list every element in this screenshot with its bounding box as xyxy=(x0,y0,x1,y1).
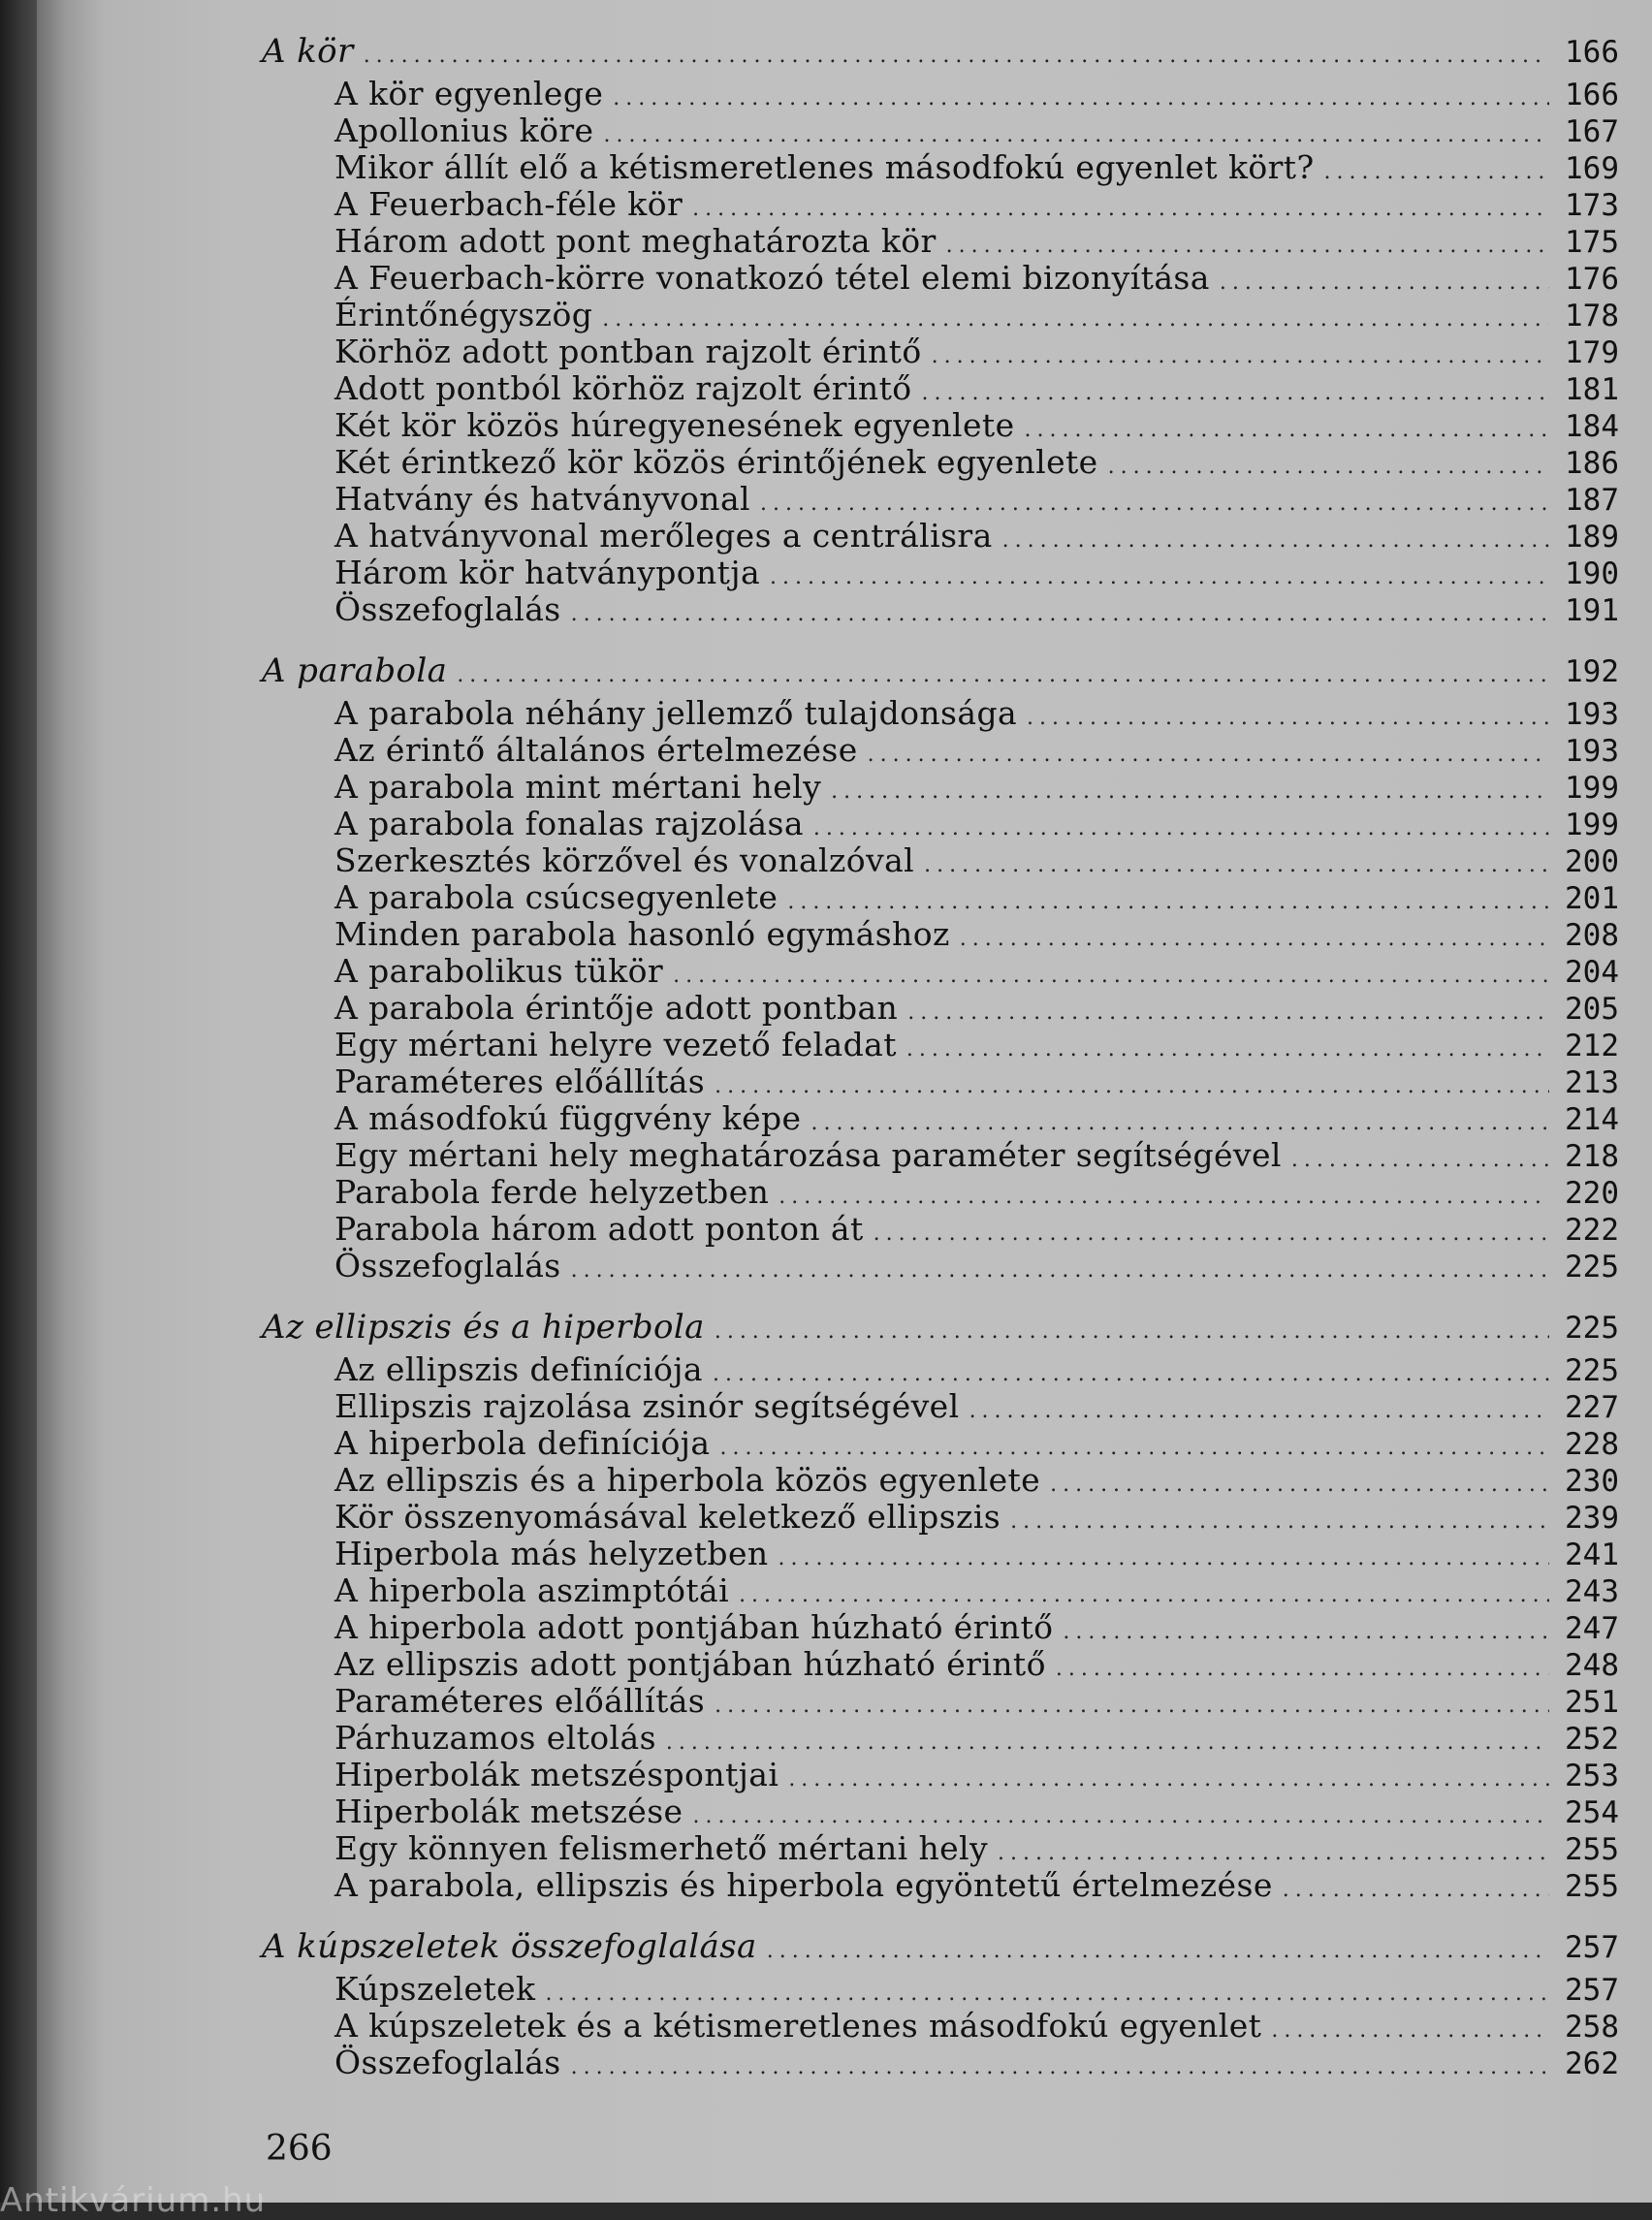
entry-title: Apollonius köre xyxy=(334,111,594,149)
page-number: 266 xyxy=(266,2129,333,2169)
toc-entry xyxy=(262,769,1619,806)
entry-title: A parabola fonalas rajzolása xyxy=(334,805,804,842)
leader-dots xyxy=(770,559,1549,596)
entry-title: A parabolikus tükör xyxy=(334,952,664,990)
entry-page-number: 179 xyxy=(1565,335,1619,370)
leader-dots xyxy=(907,995,1549,1031)
entry-title: A hatványvonal merőleges a centrálisra xyxy=(334,517,993,555)
entry-page-number: 193 xyxy=(1565,697,1619,732)
entry-page-number: 186 xyxy=(1565,446,1619,481)
entry-title: Hatvány és hatványvonal xyxy=(334,480,750,518)
toc-entry xyxy=(262,732,1619,769)
toc-section-heading xyxy=(262,1922,1619,1971)
leader-dots xyxy=(960,921,1549,958)
entry-page-number: 255 xyxy=(1565,1832,1619,1867)
toc-entry xyxy=(262,1646,1619,1683)
entry-title: Hiperbolák metszése xyxy=(334,1792,683,1830)
toc-entry xyxy=(262,1793,1619,1830)
toc-entry xyxy=(262,990,1619,1027)
entry-page-number: 251 xyxy=(1565,1685,1619,1720)
entry-title: Hiperbolák metszéspontjai xyxy=(334,1756,779,1793)
toc-entry xyxy=(262,112,1619,149)
leader-dots xyxy=(1108,449,1549,486)
entry-title: A parabola néhány jellemző tulajdonsága xyxy=(334,694,1018,732)
leader-dots xyxy=(1002,523,1549,559)
entry-title: Kúpszeletek xyxy=(334,1970,536,2008)
leader-dots xyxy=(457,651,1549,700)
entry-title: Három kör hatványpontja xyxy=(334,554,761,591)
entry-page-number: 204 xyxy=(1565,955,1619,990)
entry-page-number: 248 xyxy=(1565,1648,1619,1683)
toc-section xyxy=(262,1303,1619,1904)
entry-title: A hiperbola aszimptótái xyxy=(334,1571,730,1609)
entry-page-number: 225 xyxy=(1565,1353,1619,1388)
leader-dots xyxy=(1056,1651,1549,1688)
leader-dots xyxy=(906,1031,1549,1068)
entry-page-number: 258 xyxy=(1565,2010,1619,2045)
toc-entry xyxy=(262,1248,1619,1284)
entry-title: Parabola három adott ponton át xyxy=(334,1210,864,1248)
toc-entry xyxy=(262,1572,1619,1609)
toc-entry xyxy=(262,1351,1619,1388)
entry-title: Adott pontból körhöz rajzolt érintő xyxy=(334,369,912,407)
entry-page-number: 212 xyxy=(1565,1029,1619,1063)
entry-title: Az érintő általános értelmezése xyxy=(334,731,858,769)
leader-dots xyxy=(1063,1614,1549,1651)
toc-entry xyxy=(262,1683,1619,1720)
entry-page-number: 176 xyxy=(1565,262,1619,297)
entry-page-number: 239 xyxy=(1565,1501,1619,1536)
leader-dots xyxy=(868,737,1549,774)
toc-entry xyxy=(262,953,1619,990)
toc-entry xyxy=(262,1757,1619,1793)
leader-dots xyxy=(571,2049,1549,2086)
entry-title: Két kör közös húregyenesének egyenlete xyxy=(334,406,1015,444)
entry-title: Ellipszis rajzolása zsinór segítségével xyxy=(334,1387,960,1425)
toc-entry xyxy=(262,1137,1619,1174)
entry-title: Az ellipszis adott pontjában húzható érintő xyxy=(334,1645,1046,1683)
entry-page-number: 220 xyxy=(1565,1176,1619,1211)
toc-entry xyxy=(262,1388,1619,1425)
entry-title: Paraméteres előállítás xyxy=(334,1682,706,1720)
entry-page-number: 167 xyxy=(1565,114,1619,149)
toc-entry xyxy=(262,1609,1619,1646)
entry-title: A hiperbola adott pontjában húzható érintő xyxy=(334,1608,1054,1646)
entry-page-number: 205 xyxy=(1565,992,1619,1027)
toc-entry xyxy=(262,1100,1619,1137)
toc-entry xyxy=(262,223,1619,260)
entry-title: Minden parabola hasonló egymáshoz xyxy=(334,915,950,953)
toc-section-heading xyxy=(262,1303,1619,1351)
toc-entry xyxy=(262,1425,1619,1462)
entry-title: Egy könnyen felismerhető mértani hely xyxy=(334,1829,989,1867)
entry-page-number: 262 xyxy=(1565,2046,1619,2081)
entry-title: A kör egyenlege xyxy=(334,75,604,112)
toc-entry xyxy=(262,260,1619,297)
leader-dots xyxy=(1271,2013,1549,2049)
entry-page-number: 230 xyxy=(1565,1464,1619,1499)
entry-title: Három adott pont meghatározta kör xyxy=(334,222,937,260)
entry-title: Érintőnégyszög xyxy=(334,296,593,333)
toc-entry xyxy=(262,481,1619,518)
entry-page-number: 199 xyxy=(1565,771,1619,806)
toc-entry xyxy=(262,2008,1619,2045)
entry-title: Hiperbola más helyzetben xyxy=(334,1535,769,1572)
entry-title: Egy mértani helyre vezető feladat xyxy=(334,1026,897,1063)
toc-entry xyxy=(262,2045,1619,2081)
entry-page-number: 184 xyxy=(1565,409,1619,444)
entry-page-number: 175 xyxy=(1565,225,1619,260)
entry-page-number: 173 xyxy=(1565,188,1619,223)
entry-page-number: 243 xyxy=(1565,1574,1619,1609)
entry-page-number: 241 xyxy=(1565,1538,1619,1572)
entry-page-number: 178 xyxy=(1565,299,1619,333)
entry-page-number: 166 xyxy=(1565,78,1619,112)
entry-title: A Feuerbach-féle kör xyxy=(334,185,683,223)
toc-entry xyxy=(262,1971,1619,2008)
entry-page-number: 227 xyxy=(1565,1390,1619,1425)
entry-page-number: 228 xyxy=(1565,1427,1619,1462)
entry-page-number: 187 xyxy=(1565,483,1619,518)
entry-page-number: 222 xyxy=(1565,1213,1619,1248)
entry-page-number: 214 xyxy=(1565,1102,1619,1137)
entry-page-number: 213 xyxy=(1565,1065,1619,1100)
toc-entry xyxy=(262,76,1619,112)
toc-entry xyxy=(262,370,1619,407)
toc-entry xyxy=(262,1867,1619,1904)
table-of-contents xyxy=(262,27,1619,2100)
toc-entry xyxy=(262,1174,1619,1211)
leader-dots xyxy=(767,1927,1549,1976)
book-page xyxy=(37,0,1652,2203)
entry-title: Parabola ferde helyzetben xyxy=(334,1173,770,1211)
leader-dots xyxy=(571,596,1549,633)
section-title: A kúpszeletek összefoglalása xyxy=(262,1927,757,1966)
entry-title: Egy mértani hely meghatározása paraméter segítségével xyxy=(334,1136,1282,1174)
toc-entry xyxy=(262,1830,1619,1867)
leader-dots xyxy=(1027,700,1549,737)
toc-entry xyxy=(262,1499,1619,1536)
entry-title: Összefoglalás xyxy=(334,2044,561,2081)
leader-dots xyxy=(1220,265,1549,301)
entry-page-number: 200 xyxy=(1565,844,1619,879)
toc-entry xyxy=(262,555,1619,591)
section-title: Az ellipszis és a hiperbola xyxy=(262,1308,705,1347)
toc-entry xyxy=(262,1462,1619,1499)
toc-entry xyxy=(262,1211,1619,1248)
toc-entry xyxy=(262,1027,1619,1063)
toc-section-heading xyxy=(262,647,1619,695)
entry-page-number: 191 xyxy=(1565,593,1619,628)
leader-dots xyxy=(613,80,1549,117)
toc-entry xyxy=(262,879,1619,916)
entry-page-number: 225 xyxy=(1565,1250,1619,1284)
leader-dots xyxy=(874,1216,1549,1253)
section-page-number: 225 xyxy=(1565,1311,1619,1346)
entry-title: A kúpszeletek és a kétismeretlenes másodfokú egyenlet xyxy=(334,2007,1262,2045)
entry-title: A parabola érintője adott pontban xyxy=(334,989,899,1027)
entry-title: A parabola mint mértani hely xyxy=(334,768,822,806)
toc-section xyxy=(262,647,1619,1284)
entry-page-number: 247 xyxy=(1565,1611,1619,1646)
entry-page-number: 252 xyxy=(1565,1722,1619,1757)
entry-page-number: 218 xyxy=(1565,1139,1619,1174)
toc-section xyxy=(262,27,1619,628)
leader-dots xyxy=(924,847,1549,884)
entry-page-number: 169 xyxy=(1565,151,1619,186)
entry-title: A másodfokú függvény képe xyxy=(334,1099,802,1137)
toc-entry xyxy=(262,806,1619,842)
entry-title: A Feuerbach-körre vonatkozó tétel elemi bizonyítása xyxy=(334,259,1210,297)
entry-title: A hiperbola definíciója xyxy=(334,1424,711,1462)
entry-page-number: 201 xyxy=(1565,881,1619,916)
section-title: A kör xyxy=(262,32,354,71)
toc-entry xyxy=(262,1536,1619,1572)
entry-title: Párhuzamos eltolás xyxy=(334,1719,656,1757)
toc-entry xyxy=(262,591,1619,628)
leader-dots xyxy=(1324,154,1549,191)
toc-entry xyxy=(262,297,1619,333)
toc-entry xyxy=(262,444,1619,481)
entry-title: Két érintkező kör közös érintőjének egyenlete xyxy=(334,443,1098,481)
book-spine-shadow xyxy=(0,0,37,2203)
leader-dots xyxy=(1291,1142,1549,1179)
toc-entry xyxy=(262,916,1619,953)
leader-dots xyxy=(364,32,1549,80)
entry-title: Összefoglalás xyxy=(334,1247,561,1284)
toc-entry xyxy=(262,333,1619,370)
entry-title: Az ellipszis és a hiperbola közös egyenlete xyxy=(334,1461,1041,1499)
entry-page-number: 254 xyxy=(1565,1795,1619,1830)
leader-dots xyxy=(932,338,1549,375)
entry-title: A parabola, ellipszis és hiperbola egyöntetű értelmezése xyxy=(334,1866,1273,1904)
section-title: A parabola xyxy=(262,651,448,690)
entry-title: Összefoglalás xyxy=(334,590,561,628)
leader-dots xyxy=(1050,1467,1549,1504)
entry-page-number: 257 xyxy=(1565,1973,1619,2008)
entry-title: Az ellipszis definíciója xyxy=(334,1350,703,1388)
toc-entry xyxy=(262,842,1619,879)
entry-page-number: 181 xyxy=(1565,372,1619,407)
toc-entry xyxy=(262,695,1619,732)
leader-dots xyxy=(969,1393,1549,1430)
entry-title: Paraméteres előállítás xyxy=(334,1062,706,1100)
watermark-text: Antikvárium.hu xyxy=(0,2181,267,2220)
entry-title: Szerkesztés körzővel és vonalzóval xyxy=(334,841,915,879)
entry-page-number: 190 xyxy=(1565,556,1619,591)
leader-dots xyxy=(715,1688,1549,1725)
section-page-number: 166 xyxy=(1565,35,1619,70)
entry-page-number: 253 xyxy=(1565,1759,1619,1793)
entry-page-number: 199 xyxy=(1565,808,1619,842)
toc-entry xyxy=(262,149,1619,186)
entry-page-number: 189 xyxy=(1565,520,1619,555)
entry-title: Körhöz adott pontban rajzolt érintő xyxy=(334,333,922,370)
toc-section-heading xyxy=(262,27,1619,76)
toc-entry xyxy=(262,407,1619,444)
entry-page-number: 208 xyxy=(1565,918,1619,953)
leader-dots xyxy=(1010,1504,1549,1540)
entry-page-number: 193 xyxy=(1565,734,1619,769)
leader-dots xyxy=(831,774,1549,810)
leader-dots xyxy=(778,1179,1549,1216)
leader-dots xyxy=(778,1540,1549,1577)
entry-title: A parabola csúcsegyenlete xyxy=(334,878,778,916)
entry-title: Kör összenyomásával keletkező ellipszis xyxy=(334,1498,1001,1536)
leader-dots xyxy=(1283,1872,1549,1909)
toc-entry xyxy=(262,186,1619,223)
leader-dots xyxy=(571,1253,1549,1289)
entry-page-number: 255 xyxy=(1565,1869,1619,1904)
toc-entry xyxy=(262,518,1619,555)
toc-entry xyxy=(262,1720,1619,1757)
section-page-number: 192 xyxy=(1565,654,1619,689)
section-page-number: 257 xyxy=(1565,1930,1619,1965)
toc-entry xyxy=(262,1063,1619,1100)
leader-dots xyxy=(788,1761,1549,1798)
leader-dots xyxy=(715,1068,1549,1105)
leader-dots xyxy=(715,1308,1549,1356)
entry-title: Mikor állít elő a kétismeretlenes másodfokú egyenlet kört? xyxy=(334,148,1315,186)
leader-dots xyxy=(666,1725,1549,1761)
toc-section xyxy=(262,1922,1619,2081)
